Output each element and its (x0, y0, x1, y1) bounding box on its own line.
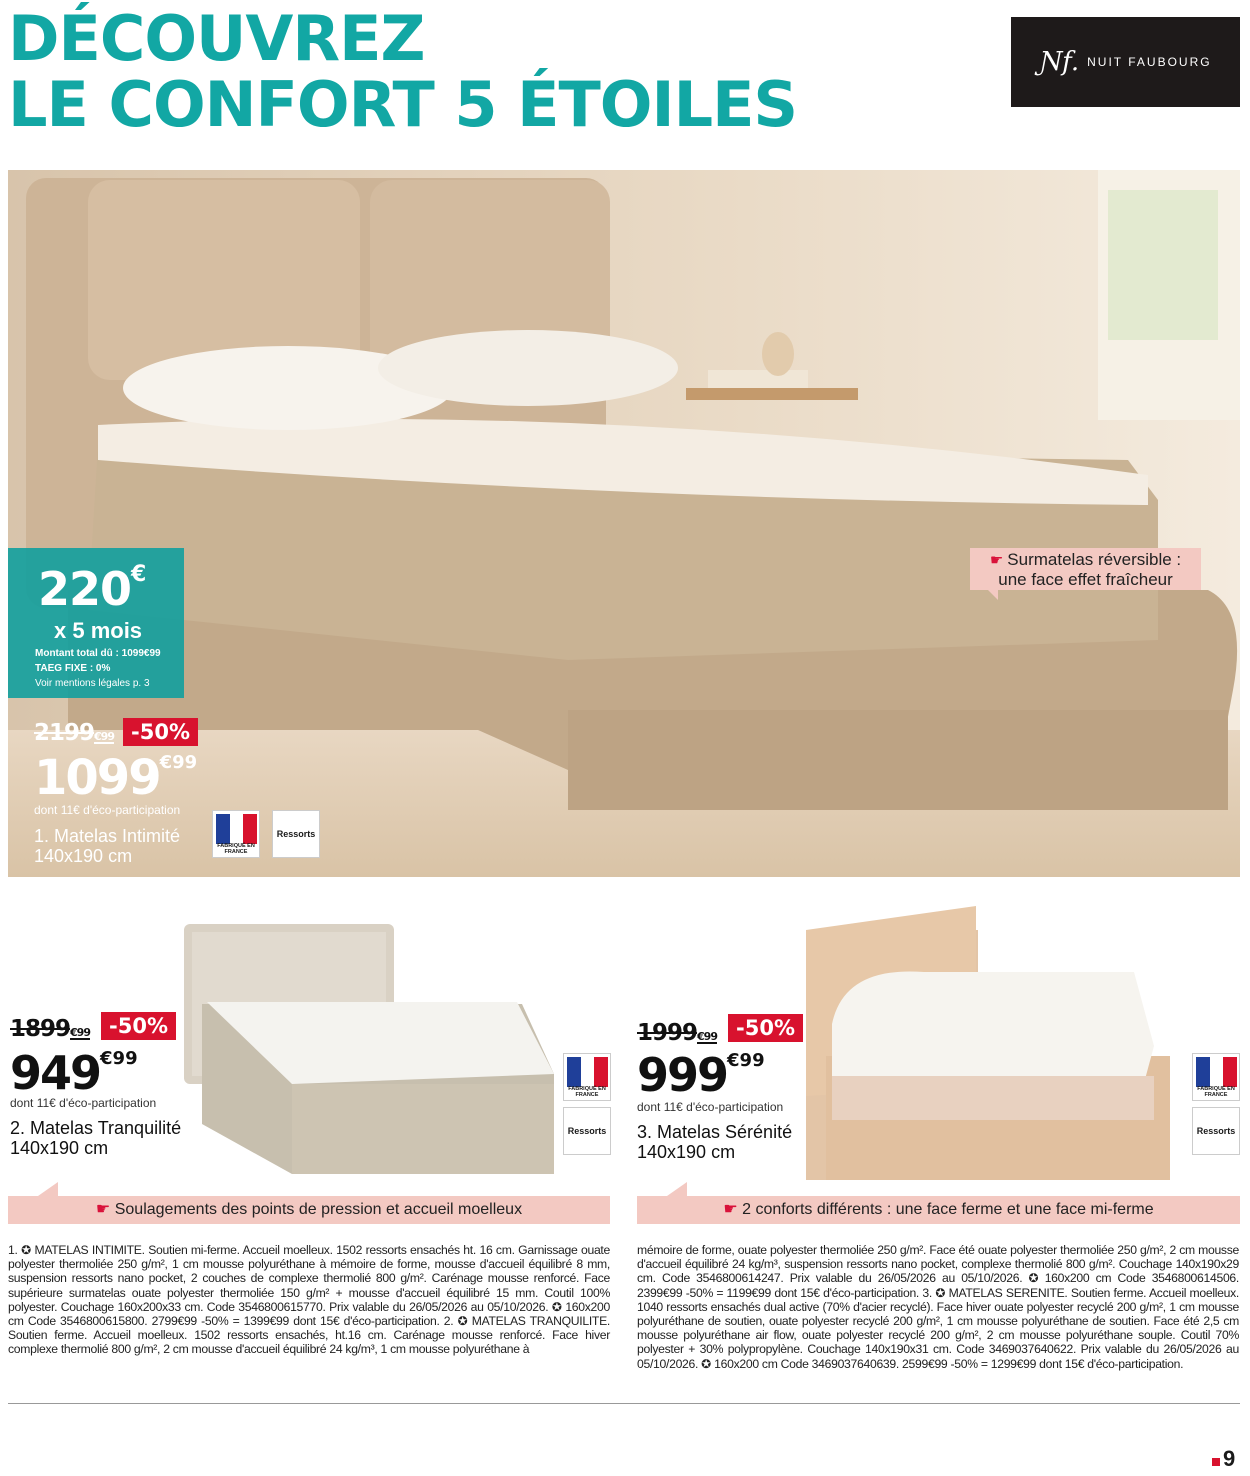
france-flag-icon (216, 814, 257, 844)
product3-old-price: 1999€99 (637, 1020, 717, 1046)
brand-name: NUIT FAUBOURG (1087, 55, 1212, 69)
hero-product-name: 1. Matelas Intimité 140x190 cm (34, 826, 181, 866)
hand-pointer-icon: ☛ (723, 1201, 738, 1218)
made-in-france-badge: FABRIQUÉ EN FRANCE (212, 810, 260, 858)
springs-badge: Ressorts (272, 810, 320, 858)
product2-price: 949€99 (10, 1046, 138, 1100)
product3-eco-participation: dont 11€ d'éco-participation (637, 1100, 784, 1114)
product3-price: 999€99 (637, 1048, 765, 1102)
product3-bed-image (804, 906, 1172, 1184)
legal-text-right: mémoire de forme, ouate polyester thermoliée 250 g/m². Face été ouate polyester thermoliée 250 g/m², 2 cm mousse d'accueil équilibré 24 kg/m³, suspension ressorts nano pocket, complexe thermolié 800 g/m². Couchage 140x190x29 cm. Code 3546800614247. Prix valable du 26/05/2026 au 05/10/2026. ✪ 160x200 cm Code 3546800614506. 2399€99 -50% = 1199€99 dont 15€ d'éco-participation. 3. ✪ MATELAS SERENITE. Soutien ferme. Accueil moelleux. 1040 ressorts ensachés dual active (70% d'acier recyclé). Face hiver ouate polyester recyclé 200 g/m², 1 cm mousse polyuréthane de soutien, ouate polyester recyclé 200 g/m², 1 cm mousse polyuréthane de soutien. Face été 2,5 cm mousse polyuréthane air flow, ouate polyester recyclé 200 g/m², 2 cm mousse polyuréthane souple. Coutil 70% polyester + 30% polypropylène. Couchage 140x190x31 cm. Code 3469037640622. Prix valable du 26/05/2026 au 05/10/2026. ✪ 160x200 cm Code 3469037640639. 2599€99 -50% = 1299€99 dont 15€ d'éco-participation. (637, 1243, 1239, 1371)
hero-price: 1099€99 (34, 750, 198, 806)
made-in-france-badge: FABRIQUÉ EN FRANCE (563, 1053, 611, 1101)
red-square-icon (1212, 1458, 1220, 1466)
page-headline (8, 2, 798, 141)
product2-eco-participation: dont 11€ d'éco-participation (10, 1096, 157, 1110)
springs-badge: Ressorts (1192, 1107, 1240, 1155)
product2-old-price: 1899€99 (10, 1016, 90, 1042)
product2-feature-strip: ☛ Soulagements des points de pression et accueil moelleux (8, 1196, 610, 1224)
credit-months: x 5 mois (54, 618, 143, 643)
page-number: 9 (1212, 1446, 1235, 1472)
product3-feature-strip: ☛ 2 conforts différents : une face ferme et une face mi-ferme (637, 1196, 1240, 1224)
product2-discount-badge: -50% (101, 1012, 176, 1040)
france-flag-icon (567, 1057, 608, 1087)
hero-callout-text: Surmatelas réversible : une face effet fraîcheur (998, 550, 1182, 589)
headline-line-2: LE CONFORT 5 ÉTOILES (8, 68, 798, 141)
credit-total: Montant total dû : 1099€99 (35, 648, 161, 659)
legal-text-left: 1. ✪ MATELAS INTIMITE. Soutien mi-ferme. Accueil moelleux. 1502 ressorts ensachés ht. 16 cm. Garnissage ouate polyester thermoliée 250 g/m², 1 cm mousse polyuréthane à mémoire de forme, mousse d'accueil équilibré 8 mm, suspension ressorts nano pocket, 2 couches de complexe thermolié 800 g/m². Carénage mousse renforcé. Face supérieure surmatelas ouate polyester thermoliée 150 g/m² + mousse d'accueil équilibré 15 mm. Coutil 100% polyester. Couchage 160x200x33 cm. Code 3546800615770. Prix valable du 26/05/2026 au 05/10/2026. ✪ 160x200 cm Code 3546800615800. 2799€99 -50% = 1399€99 dont 15€ d'éco-participation. 2. ✪ MATELAS TRANQUILITE. Soutien ferme. Accueil moelleux. 1502 ressorts ensachés, ht.16 cm. Carénage mousse renforcé. Face hiver complexe thermolié 800 g/m², 2 cm mousse d'accueil équilibré 24 kg/m³, 1 cm mousse polyuréthane à (8, 1243, 610, 1357)
product2-name: 2. Matelas Tranquilité 140x190 cm (10, 1118, 182, 1158)
credit-legal-note: Voir mentions légales p. 3 (35, 678, 150, 689)
hand-pointer-icon: ☛ (95, 1201, 111, 1218)
credit-offer-box (8, 548, 184, 698)
hero-eco-participation: dont 11€ d'éco-participation (34, 803, 181, 817)
hero-old-price: 2199€99 (34, 720, 114, 746)
product3-discount-badge: -50% (728, 1014, 803, 1042)
brand-logo (1011, 17, 1240, 107)
headline-line-1: DÉCOUVREZ (8, 2, 425, 75)
product2-bed-image (182, 924, 562, 1186)
bottom-divider (8, 1403, 1240, 1404)
credit-monthly-amount: 220€ (38, 562, 146, 616)
hero-discount-badge: -50% (123, 718, 198, 746)
brand-monogram: Ɲf. (1039, 47, 1080, 77)
made-in-france-badge: FABRIQUÉ EN FRANCE (1192, 1053, 1240, 1101)
france-flag-icon (1196, 1057, 1237, 1087)
springs-badge: Ressorts (563, 1107, 611, 1155)
hand-pointer-icon: ☛ (989, 552, 1004, 569)
credit-taeg: TAEG FIXE : 0% (35, 663, 111, 674)
hero-feature-callout (970, 548, 1201, 590)
product3-name: 3. Matelas Sérénité 140x190 cm (637, 1122, 793, 1162)
